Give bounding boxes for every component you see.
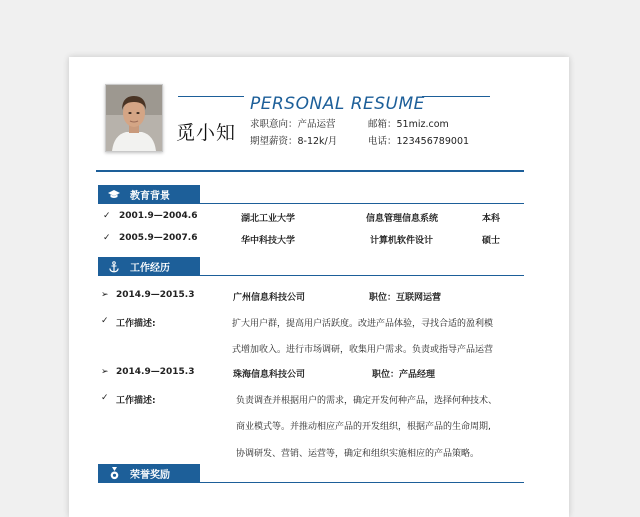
edu-degree: 硕士 — [482, 236, 501, 246]
check-icon: ✓ — [103, 233, 111, 243]
edu-school: 华中科技大学 — [241, 236, 296, 246]
title-rule-left — [178, 96, 244, 97]
graduation-cap-icon — [104, 189, 124, 200]
section-education-header — [98, 185, 200, 204]
edu-period: 2005.9—2007.6 — [119, 233, 198, 243]
anchor-icon — [104, 261, 124, 273]
header-divider — [96, 170, 524, 172]
section-work-header — [98, 257, 200, 276]
work-company: 广州信息科技公司 — [233, 293, 306, 303]
title-rule-right — [422, 96, 490, 97]
section-education-title: 教育背景 — [130, 191, 170, 202]
work-period: 2014.9—2015.3 — [116, 290, 195, 300]
section-work-rule — [98, 275, 524, 276]
edu-degree: 本科 — [482, 214, 501, 224]
work-desc-line: 负责调查并根据用户的需求，确定开发何种产品，选择何种技术、 — [236, 396, 498, 406]
edu-major: 计算机软件设计 — [370, 236, 434, 246]
expected-salary: 期望薪资：8-12k/月 — [250, 136, 338, 147]
work-desc-line: 式增加收入。进行市场调研，收集用户需求。负责或指导产品运营 — [232, 345, 494, 355]
candidate-name: 觅小知 — [176, 122, 237, 144]
work-position: 职位：产品经理 — [372, 370, 436, 380]
section-honors-header — [98, 464, 200, 483]
edu-major: 信息管理信息系统 — [366, 214, 439, 224]
portrait-image — [106, 85, 162, 151]
profile-photo — [105, 84, 163, 152]
job-intent: 求职意向：产品运营 — [250, 119, 336, 130]
check-icon: ✓ — [103, 211, 111, 221]
section-work-title: 工作经历 — [130, 263, 170, 274]
email: 邮箱：51miz.com — [368, 119, 449, 130]
section-honors-rule — [98, 482, 524, 483]
work-desc-line: 商业模式等。并推动相应产品的开发组织，根据产品的生命周期, — [236, 422, 491, 432]
edu-school: 湖北工业大学 — [241, 214, 296, 224]
arrow-icon: ➢ — [101, 367, 109, 377]
work-position: 职位：互联网运营 — [369, 293, 442, 303]
work-desc-label: 工作描述: — [116, 319, 156, 329]
work-company: 珠海信息科技公司 — [233, 370, 306, 380]
check-icon: ✓ — [101, 316, 109, 326]
resume-title: PERSONAL RESUME — [250, 94, 425, 114]
phone: 电话：123456789001 — [368, 136, 470, 147]
arrow-icon: ➢ — [101, 290, 109, 300]
work-desc-label: 工作描述: — [116, 396, 156, 406]
work-desc-line: 协调研发、营销、运营等，确定和组织实施相应的产品策略。 — [236, 449, 480, 459]
edu-period: 2001.9—2004.6 — [119, 211, 198, 221]
work-desc-line: 扩大用户群，提高用户活跃度。改进产品体验，寻找合适的盈利模 — [232, 319, 494, 329]
medal-icon — [104, 467, 124, 480]
section-honors-title: 荣誉奖励 — [130, 470, 170, 481]
section-education-rule — [98, 203, 524, 204]
work-period: 2014.9—2015.3 — [116, 367, 195, 377]
check-icon: ✓ — [101, 393, 109, 403]
